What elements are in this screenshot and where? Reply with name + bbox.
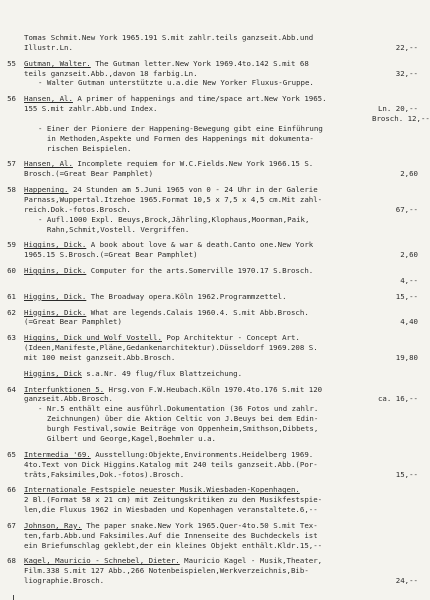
entry-line: [0, 43, 418, 53]
entry-text: [24, 240, 313, 250]
entry-author: Interfunktionen 5.: [24, 384, 105, 394]
entry-number: 57: [7, 159, 16, 169]
entry-text: [24, 353, 175, 363]
entry-description: (Ideen,Manifeste,Pläne,Gedankenarchitektur).Düsseldorf 1969.208 S.: [24, 343, 318, 353]
entry-line: [0, 113, 430, 124]
entry-description: teils ganzseit.Abb.,davon 18 farbig.Ln.: [24, 68, 198, 78]
entry-line: [0, 144, 418, 154]
entry-text: [38, 404, 318, 414]
entry-description: rischen Beispielen.: [38, 143, 132, 153]
entry-description: ein Briefumschlag geklebt,der ein kleines Objekt enthält.Kldr.15,--: [24, 540, 323, 550]
entry-description: (=Great Bear Pamphlet): [24, 317, 122, 327]
entry-description: liographie.Brosch.: [24, 576, 105, 586]
entry-line: [0, 424, 418, 434]
entry-line: [0, 124, 418, 134]
entry-text: [24, 69, 198, 79]
entry-text: [24, 266, 313, 276]
entry-text: [24, 317, 122, 327]
entry-text: [24, 250, 198, 260]
entry-description: A book about love & war & death.Canto one.New York: [86, 240, 314, 250]
entry-price: 19,80: [395, 352, 418, 362]
entry-text: [24, 159, 313, 169]
entry-author: Happening.: [24, 185, 69, 195]
entry-description: len,die Fluxus 1962 in Wiesbaden und Kopenhagen veranstaltete.6,--: [24, 505, 318, 515]
entry-text: [24, 195, 322, 205]
entry-text: [24, 33, 313, 43]
entry-text: [38, 424, 318, 434]
entry-line: [0, 33, 418, 43]
entry-description: 1965.15 S.Brosch.(=Great Bear Pamphlet): [24, 250, 198, 260]
entry-line: [0, 104, 418, 114]
entry-text: [24, 333, 300, 343]
entry-text: [38, 134, 314, 144]
entry-author: Higgins, Dick.: [24, 291, 87, 301]
entry-price: 4,40: [400, 317, 418, 327]
entry-author: Kagel, Mauricio - Schnebel, Dieter.: [24, 556, 180, 566]
entry-line: [0, 292, 418, 302]
entry-number: 64: [7, 384, 16, 394]
entry-author: Higgins, Dick.: [24, 240, 87, 250]
entry-line: [0, 159, 418, 169]
entry-number: 66: [7, 485, 16, 495]
entry-line: [0, 343, 418, 353]
entry-text: [24, 531, 318, 541]
entry-line: [0, 566, 418, 576]
entry-text: [24, 485, 300, 495]
entry-number: 56: [7, 94, 16, 104]
entry-description: 2 Bl.(Format 58 x 21 cm) mit Zeitungskritiken zu den Musikfestspie-: [24, 495, 323, 505]
entry-description: Tomas Schmit.New York 1965.191 S.mit zahlr.teils ganzseit.Abb.und: [24, 33, 314, 42]
entry-description: Pop Architektur - Concept Art.: [161, 333, 300, 343]
entry-description: s.a.Nr. 49 flug/flux Blattzeichung.: [81, 368, 243, 378]
entry-author: Hansen, Al.: [24, 159, 73, 169]
entry-text: [24, 450, 313, 460]
entry-text: [24, 369, 242, 379]
entry-text: [24, 521, 318, 531]
entry-text: [38, 78, 314, 88]
entry-line: [0, 333, 418, 343]
entry-line: [0, 94, 418, 104]
entry-price: 2,60: [400, 169, 418, 179]
entry-line: [0, 276, 418, 286]
entry-price: 15,--: [395, 291, 418, 301]
entry-line: [0, 369, 418, 379]
entry-description: ganzseit.Abb.Brosch.: [24, 394, 113, 404]
entry-description: Incomplete requiem for W.C.Fields.New York 1966.15 S.: [72, 159, 314, 169]
entry-price: 24,--: [395, 576, 418, 586]
entry-description: Ausstellung:Objekte,Environments.Heidelberg 1969.: [90, 449, 314, 459]
entry-line: [0, 576, 418, 586]
entry-line: [0, 169, 418, 179]
entry-description: Hrsg.von F.W.Heubach.Köln 1970.4to.176 S.mit 120: [104, 384, 323, 394]
entry-text: [38, 414, 318, 424]
entry-description: träts,Faksimiles,Dok.-fotos).Brosch.: [24, 469, 185, 479]
entry-line: [0, 215, 418, 225]
entry-price: 22,--: [395, 42, 418, 52]
entry-description: 24 Stunden am 5.Juni 1965 von 0 - 24 Uhr in der Galerie: [68, 185, 318, 195]
entry-number: 67: [7, 520, 16, 530]
entry-description: in Methoden,Aspekte und Formen des Happenings mit dokumenta-: [38, 133, 314, 143]
entry-text: [24, 59, 309, 69]
entry-price: 4,--: [400, 275, 418, 285]
entry-description: Brosch.(=Great Bear Pamphlet): [24, 169, 154, 179]
entry-text: [24, 541, 322, 551]
entry-number: 68: [7, 556, 16, 566]
entry-line: [0, 556, 418, 566]
entry-line: [0, 460, 418, 470]
entry-line: [0, 205, 418, 215]
entry-text: [24, 460, 318, 470]
entry-number: 65: [7, 449, 16, 459]
entry-line: [0, 470, 418, 480]
entry-description: ten,farb.Abb.und Faksimiles.Auf die Innenseite des Buchdeckels ist: [24, 530, 318, 540]
entry-author: Internationale Festspiele neuester Musik.Wiesbaden-Kopenhagen.: [24, 485, 300, 495]
entry-description: Computer for the arts.Somerville 1970.17 S.Brosch.: [86, 266, 314, 276]
entry-text: [38, 144, 131, 154]
entry-description: Mauricio Kagel - Musik,Theater,: [179, 556, 323, 566]
entry-number: 62: [7, 307, 16, 317]
entry-description: mit 100 meist ganzseit.Abb.Brosch.: [24, 352, 176, 362]
entry-description: Film.338 S.mit 127 Abb.,266 Notenbeispielen,Werkverzeichnis,Bib-: [24, 566, 309, 576]
entry-text: [24, 308, 309, 318]
entry-author: Johnson, Ray.: [24, 520, 82, 530]
entry-line: [0, 240, 418, 250]
entry-number: 63: [7, 333, 16, 343]
entry-number: 61: [7, 291, 16, 301]
entry-description: A primer of happenings and time/space art.New York 1965.: [72, 94, 327, 104]
entry-text: [38, 215, 309, 225]
entry-price: 2,60: [400, 250, 418, 260]
entry-text: [24, 385, 322, 395]
entry-line: [0, 308, 418, 318]
entry-description: - Einer der Pioniere der Happening-Bewegung gibt eine Einführung: [38, 123, 323, 133]
entry-author: Higgins, Dick und Wolf Vostell.: [24, 333, 162, 343]
entry-text: [24, 495, 322, 505]
entry-text: [24, 566, 309, 576]
entry-description: Parnass,Wuppertal.Itzehoe 1965.Format 10,5 x 7,5 x 4,5 cm.Mit zahl-: [24, 194, 323, 204]
entry-line: [0, 59, 418, 69]
entry-line: [0, 404, 418, 414]
entry-description: Rahn,Schmit,Vostell. Vergriffen.: [38, 224, 190, 234]
entry-line: [0, 250, 418, 260]
entry-line: [0, 541, 418, 551]
entry-description: Illustr.Ln.: [24, 42, 73, 52]
entry-line: [0, 495, 418, 505]
entry-price: 32,--: [395, 68, 418, 78]
entry-description: The Broadway opera.Köln 1962.Programmzettel.: [86, 291, 287, 301]
entry-number: 58: [7, 185, 16, 195]
entry-description: 4to.Text von Dick Higgins.Katalog mit 240 teils ganzseit.Abb.(Por-: [24, 459, 318, 469]
entry-line: [0, 485, 418, 495]
entry-text: [24, 505, 318, 515]
entry-line: [0, 317, 418, 327]
entry-price: Brosch. 12,--: [372, 113, 430, 123]
entry-description: - Nr.5 enthält eine ausführl.Dokumentation (36 Fotos und zahlr.: [38, 404, 319, 414]
entry-text: [24, 185, 318, 195]
entry-description: The Gutman letter.New York 1969.4to.142 S.mit 68: [90, 58, 309, 68]
entry-description: Zeichnungen) über die Aktion Celtic von J.Beuys bei dem Edin-: [38, 414, 319, 424]
entry-line: [0, 78, 418, 88]
entry-text: [38, 124, 323, 134]
entry-line: [0, 266, 418, 276]
entry-description: The paper snake.New York 1965.Quer-4to.50 S.mit Tex-: [81, 520, 318, 530]
entry-author: Gutman, Walter.: [24, 58, 91, 68]
entry-text: [24, 470, 184, 480]
entry-number: 59: [7, 240, 16, 250]
entry-line: [0, 394, 418, 404]
entry-text: [24, 343, 318, 353]
entry-price: 67,--: [395, 204, 418, 214]
entry-line: [0, 353, 418, 363]
entry-text: [24, 104, 158, 114]
entry-line: [0, 225, 418, 235]
entry-price: Ln. 20,--: [377, 104, 418, 114]
entry-text: [38, 434, 216, 444]
entry-text: [24, 205, 131, 215]
entry-line: [0, 531, 418, 541]
entry-price: 15,--: [395, 469, 418, 479]
entry-number: 55: [7, 58, 16, 68]
entry-line: [0, 505, 418, 515]
entry-text: [24, 94, 327, 104]
entry-author: Higgins, Dick.: [24, 307, 87, 317]
entry-line: [0, 521, 418, 531]
entry-description: - Aufl.1000 Expl. Beuys,Brock,Jährling,Klophaus,Moorman,Paik,: [38, 214, 310, 224]
entry-text: [38, 225, 189, 235]
entry-text: [24, 394, 113, 404]
entry-description: 155 S.mit zahlr.Abb.und Index.: [24, 104, 158, 114]
entry-text: [24, 556, 322, 566]
entry-description: burgh Festival,sowie Beiträge von Oppenheim,Smithson,Dibbets,: [38, 424, 319, 434]
entry-line: [0, 450, 418, 460]
entry-line: [0, 185, 418, 195]
entry-text: [24, 292, 287, 302]
entry-author: Hansen, Al.: [24, 94, 73, 104]
entry-text: [24, 576, 104, 586]
entry-line: [0, 134, 418, 144]
page-edge-mark: [13, 595, 14, 600]
entry-line: [0, 434, 418, 444]
entry-number: 60: [7, 266, 16, 276]
entry-price: ca. 16,--: [377, 394, 418, 404]
entry-description: reich.Dok.-fotos.Brosch.: [24, 204, 131, 214]
entry-line: [0, 69, 418, 79]
entry-author: Higgins, Dick.: [24, 266, 87, 276]
entry-author: Intermedia '69.: [24, 449, 91, 459]
entry-line: [0, 195, 418, 205]
entry-text: [24, 169, 153, 179]
entry-line: [0, 414, 418, 424]
entry-author: Higgins, Dick: [24, 368, 82, 378]
entry-description: - Walter Gutman unterstützte u.a.die New Yorker Fluxus-Gruppe.: [38, 78, 314, 88]
entry-line: [0, 385, 418, 395]
entry-text: [24, 43, 73, 53]
entry-description: Gilbert und George,Kagel,Boehmler u.a.: [38, 433, 216, 443]
entry-description: What are legends.Calais 1960.4. S.mit Abb.Brosch.: [86, 307, 309, 317]
